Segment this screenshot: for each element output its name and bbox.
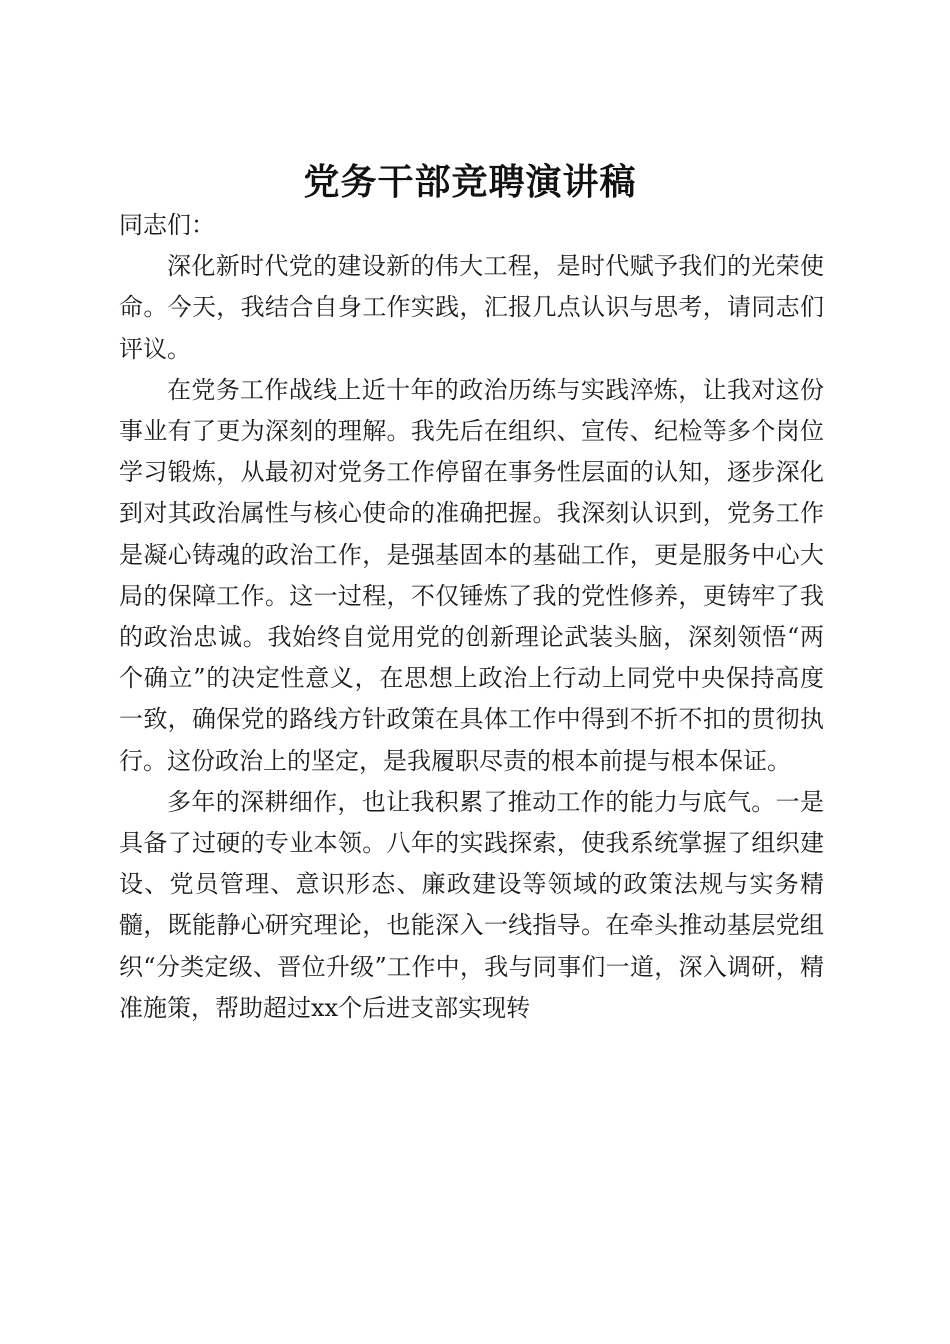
salutation: 同志们： xyxy=(119,211,215,239)
paragraph-experience: 在党务工作战线上近十年的政治历练与实践淬炼，让我对这份事业有了更为深刻的理解。我先后在组织、宣传、纪检等多个岗位学习锻炼，从最初对党务工作停留在事务性层面的认知，逐步深化到对其政治属性与核心使命的准确把握。我深刻认识到，党务工作是凝心铸魂的政治工作，是强基固本的基础工作，更是服务中心大局的保障工作。这一过程，不仅锤炼了我的党性修养，更铸牢了我的政治忠诚。我始终自觉用党的创新理论武装头脑，深刻领悟“两个确立”的决定性意义，在思想上政治上行动上同党中央保持高度一致，确保党的路线方针政策在具体工作中得到不折不扣的贯彻执行。这份政治上的坚定，是我履职尽责的根本前提与根本保证。 xyxy=(119,375,824,775)
paragraph-abilities: 多年的深耕细作，也让我积累了推动工作的能力与底气。一是具备了过硬的专业本领。八年的实践探索，使我系统掌握了组织建设、党员管理、意识形态、廉政建设等领域的政策法规与实务精髓，既能静心研究理论，也能深入一线指导。在牵头推动基层党组织“分类定级、晋位升级”工作中，我与同事们一道，深入调研，精准施策，帮助超过xx个后进支部实现转 xyxy=(119,787,824,1022)
document-title: 党务干部竞聘演讲稿 xyxy=(303,161,637,204)
document-body xyxy=(119,205,824,1029)
paragraph-intro: 深化新时代党的建设新的伟大工程，是时代赋予我们的光荣使命。今天，我结合自身工作实践，汇报几点认识与思考，请同志们评议。 xyxy=(119,252,824,363)
